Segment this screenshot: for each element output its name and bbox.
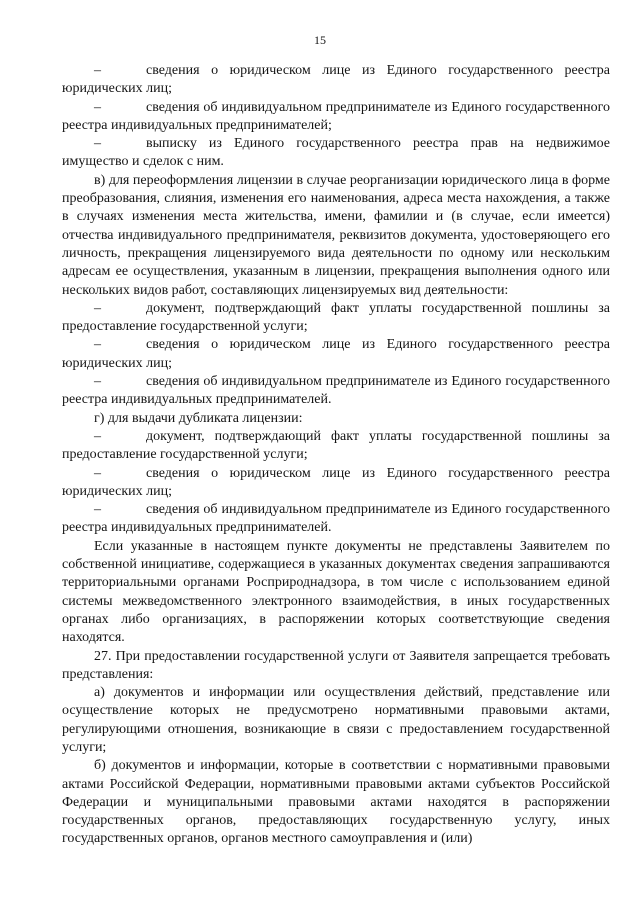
paragraph bbox=[62, 300, 610, 337]
paragraph-text: сведения о юридическом лице из Единого государственного реестра юридических лиц; bbox=[62, 63, 610, 97]
paragraph bbox=[62, 684, 610, 757]
list-dash: – bbox=[94, 465, 101, 481]
list-dash: – bbox=[94, 136, 101, 152]
paragraph-text: выписку из Единого государственного реестра прав на недвижимое имущество и сделок с ним. bbox=[62, 136, 610, 170]
paragraph bbox=[62, 99, 610, 136]
paragraph bbox=[62, 501, 610, 538]
paragraph bbox=[62, 336, 610, 373]
paragraph-text: сведения об индивидуальном предпринимателе из Единого государственного реестра индивидуальных предпринимателей; bbox=[62, 99, 610, 133]
page-number: 15 bbox=[314, 33, 326, 47]
list-dash: – bbox=[94, 374, 101, 390]
paragraph-text: 27. При предоставлении государственной услуги от Заявителя запрещается требовать представления: bbox=[62, 648, 610, 682]
paragraph bbox=[62, 465, 610, 502]
list-dash: – bbox=[94, 63, 101, 78]
list-dash: – bbox=[94, 99, 101, 115]
paragraph bbox=[62, 428, 610, 465]
paragraph bbox=[62, 172, 610, 300]
paragraph-text: а) документов и информации или осуществления действий, представление или осуществление которых не предусмотрено нормативными правовыми актами, регулирующими отношения, возникающие в связи с предоставлением государственной услуги; bbox=[62, 685, 610, 755]
paragraph-text: сведения о юридическом лице из Единого государственного реестра юридических лиц; bbox=[62, 465, 610, 499]
list-dash: – bbox=[94, 502, 101, 518]
paragraph bbox=[62, 538, 610, 648]
list-dash: – bbox=[94, 428, 101, 444]
paragraph bbox=[62, 648, 610, 685]
paragraph-text: б) документов и информации, которые в соответствии с нормативными правовыми актами Российской Федерации, нормативными правовыми актами субъектов Российской Федерации и муниципальными правовыми актами находятся в распоряжении государственных органов, предоставляющих государственную услугу, иных государственных органов, органов местного самоуправления и (или) bbox=[62, 758, 610, 847]
paragraph bbox=[62, 135, 610, 172]
paragraph-text: документ, подтверждающий факт уплаты государственной пошлины за предоставление государственной услуги; bbox=[62, 428, 610, 463]
paragraph-text: сведения об индивидуальном предпринимателе из Единого государственного реестра индивидуальных предпринимателей. bbox=[62, 502, 610, 536]
paragraph-text: г) для выдачи дубликата лицензии: bbox=[94, 410, 303, 426]
paragraph-text: в) для переоформления лицензии в случае реорганизации юридического лица в форме преобразования, слияния, изменения его наименования, адреса места нахождения, а также в случаях изменения места жительства, имени, фамилии и (в случае, если имеется) отчества индивидуального предпринимателя, реквизитов документа, удостоверяющего его личность, прекращения лицензируемого вида деятельности по одному или нескольким адресам ее осуществления, указанным в лицензии, прекращения выполнения одного или нескольких видов работ, составляющих лицензируемых вид деятельности: bbox=[62, 172, 610, 298]
list-dash: – bbox=[94, 300, 101, 316]
paragraph bbox=[62, 373, 610, 410]
list-dash: – bbox=[94, 337, 101, 353]
paragraph-text: сведения о юридическом лице из Единого государственного реестра юридических лиц; bbox=[62, 337, 610, 371]
paragraph bbox=[62, 62, 610, 99]
document-body bbox=[62, 62, 610, 849]
paragraph bbox=[62, 757, 610, 848]
paragraph-text: сведения об индивидуальном предпринимателе из Единого государственного реестра индивидуальных предпринимателей. bbox=[62, 374, 610, 408]
paragraph bbox=[62, 410, 610, 428]
paragraph-text: Если указанные в настоящем пункте документы не представлены Заявителем по собственной инициативе, содержащиеся в указанных документах сведения запрашиваются территориальными органами Росприроднадзора, в том числе с использованием единой системы межведомственного электронного взаимодействия, в иных государственных органах либо организациях, в распоряжении которых соответствующие сведения находятся. bbox=[62, 538, 610, 646]
paragraph-text: документ, подтверждающий факт уплаты государственной пошлины за предоставление государственной услуги; bbox=[62, 300, 610, 335]
